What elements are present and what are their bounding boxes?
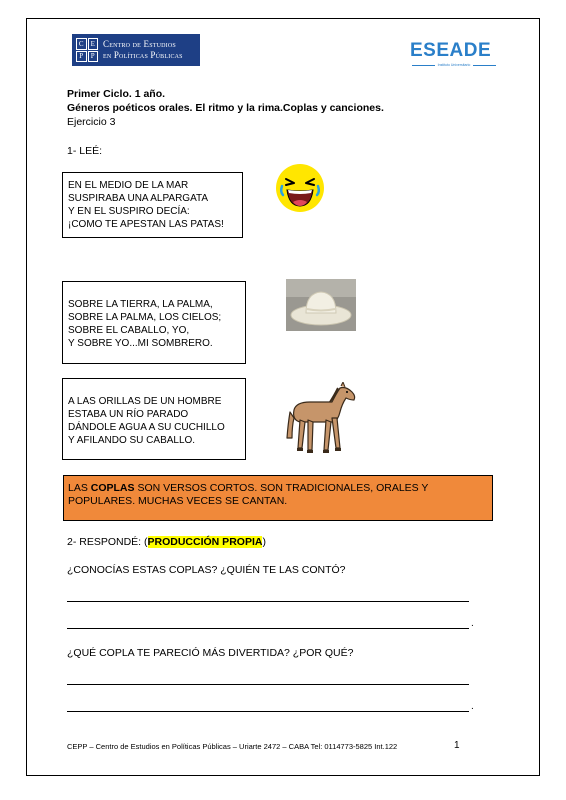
section2-title-suffix: )	[262, 536, 266, 548]
answer-line[interactable]	[67, 628, 469, 629]
question-1: ¿CONOCÍAS ESTAS COPLAS? ¿QUIÉN TE LAS CONTÓ?	[67, 564, 346, 576]
answer-line[interactable]	[67, 601, 469, 602]
cepp-line1: Centro de Estudios	[103, 39, 176, 49]
section2-title-prefix: 2- RESPONDÉ: (	[67, 536, 148, 548]
cepp-letter: P	[88, 51, 99, 63]
footer-text: CEPP – Centro de Estudios en Políticas Públicas – Uriarte 2472 – CABA Tel: 0114773-5825 Int.122	[67, 742, 398, 751]
poem-line: SUSPIRABA UNA ALPARGATA	[68, 193, 209, 204]
poem-line: EN EL MEDIO DE LA MAR	[68, 180, 189, 191]
cepp-letter: P	[76, 51, 87, 63]
coplas-definition-box	[63, 475, 493, 521]
answer-line[interactable]	[67, 684, 469, 685]
poem-line: SOBRE LA PALMA, LOS CIELOS;	[68, 312, 222, 323]
eseade-logo: ESEADE	[410, 40, 492, 61]
poem-line: Y SOBRE YO...MI SOMBRERO.	[68, 338, 213, 349]
question-2: ¿QUÉ COPLA TE PARECIÓ MÁS DIVERTIDA? ¿POR QUÉ?	[67, 647, 354, 659]
poem-line: Y AFILANDO SU CABALLO.	[68, 435, 196, 446]
poem-box-2	[62, 281, 246, 364]
definition-line2: POPULARES. MUCHAS VECES SE CANTAN.	[68, 495, 288, 507]
eseade-tagline	[412, 63, 496, 67]
course-level: Primer Ciclo. 1 año.	[67, 88, 166, 100]
answer-line[interactable]	[67, 711, 469, 712]
cepp-letter: C	[76, 38, 87, 50]
poem-box-1	[62, 172, 243, 238]
hat-icon	[286, 279, 356, 331]
cepp-logo-text	[103, 39, 183, 61]
poem-line: SOBRE EL CABALLO, YO,	[68, 325, 190, 336]
definition-prefix: LAS	[68, 482, 91, 494]
poem-line: ESTABA UN RÍO PARADO	[68, 409, 189, 420]
line-end-mark: .	[471, 701, 474, 712]
cepp-letter: E	[88, 38, 99, 50]
poem-line: Y EN EL SUSPIRO DECÍA:	[68, 206, 190, 217]
cepp-logo	[72, 34, 200, 66]
poem-line: DÁNDOLE AGUA A SU CUCHILLO	[68, 422, 225, 433]
tagline-rule	[412, 65, 435, 66]
poem-line: ¡COMO TE APESTAN LAS PATAS!	[68, 219, 224, 230]
cepp-line2: en Políticas Públicas	[103, 50, 183, 60]
line-end-mark: .	[471, 618, 474, 629]
laughing-emoji-icon	[274, 162, 326, 214]
poem-box-3	[62, 378, 246, 460]
page-number: 1	[454, 740, 460, 751]
cepp-logo-grid	[76, 38, 98, 62]
section2-title	[67, 536, 266, 548]
topic-title: Géneros poéticos orales. El ritmo y la rima.Coplas y canciones.	[67, 102, 384, 114]
section2-title-highlight: PRODUCCIÓN PROPIA	[147, 536, 263, 548]
section1-title: 1- LEÉ:	[67, 145, 103, 157]
eseade-tagline-text: Instituto Universitario	[437, 63, 471, 67]
coplas-term: COPLAS	[90, 482, 135, 494]
poem-line: A LAS ORILLAS DE UN HOMBRE	[68, 396, 222, 407]
horse-icon	[280, 382, 360, 458]
poem-line: SOBRE LA TIERRA, LA PALMA,	[68, 299, 213, 310]
definition-line1	[68, 482, 488, 495]
definition-line1-rest: SON VERSOS CORTOS. SON TRADICIONALES, ORALES Y	[134, 482, 429, 494]
exercise-number: Ejercicio 3	[67, 116, 116, 128]
tagline-rule	[473, 65, 496, 66]
